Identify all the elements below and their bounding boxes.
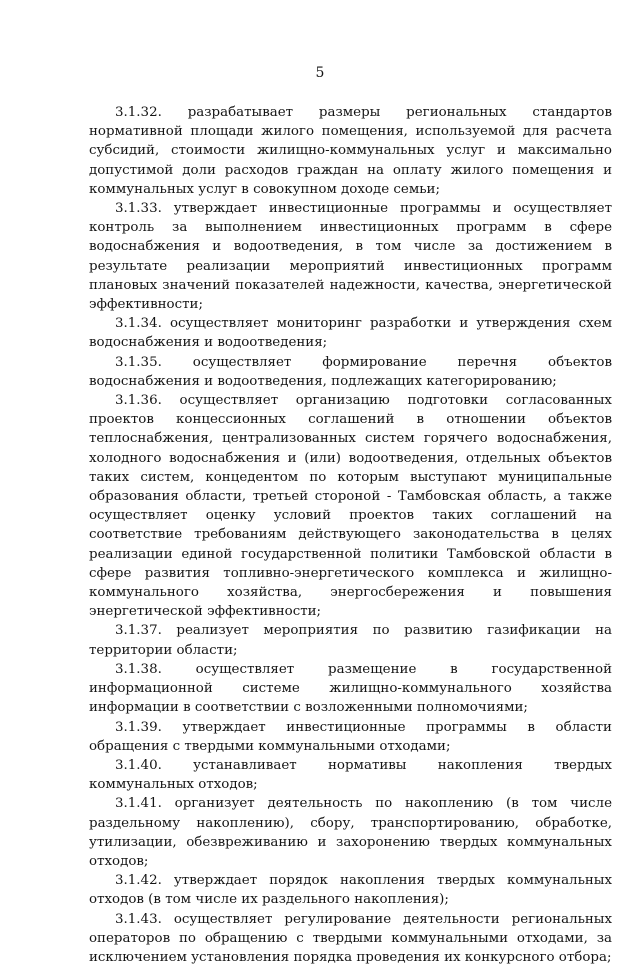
paragraph-3-1-42: 3.1.42. утверждает порядок накопления твердых коммунальных отходов (в том числе их раздельного накопления);	[89, 873, 612, 908]
paragraph-3-1-39: 3.1.39. утверждает инвестиционные программы в области обращения с твердыми коммунальными отходами;	[89, 719, 612, 754]
paragraph-3-1-33: 3.1.33. утверждает инвестиционные программы и осуществляет контроль за выполнением инвестиционных программ в сфере водоснабжения и водоотведения, в том числе за достижением в результате реализации мероприятий инвестиционных программ плановых значений показателей надежности, качества, энергетической эффективности;	[89, 201, 612, 313]
paragraph-3-1-37: 3.1.37. реализует мероприятия по развитию газификации на территории области;	[89, 623, 612, 658]
paragraph-3-1-34: 3.1.34. осуществляет мониторинг разработки и утверждения схем водоснабжения и водоотведения;	[89, 316, 612, 351]
paragraph-3-1-38: 3.1.38. осуществляет размещение в государственной информационной системе жилищно-коммунального хозяйства информации в соответствии с возложенными полномочиями;	[89, 661, 612, 716]
paragraph-3-1-32: 3.1.32. разрабатывает размеры региональных стандартов нормативной площади жилого помещения, используемой для расчета субсидий, стоимости жилищно-коммунальных услуг и максимально допустимой доли расходов граждан на оплату жилого помещения и коммунальных услуг в совокупном доходе семьи;	[89, 105, 612, 197]
paragraph-3-1-40: 3.1.40. устанавливает нормативы накопления твердых коммунальных отходов;	[89, 757, 612, 793]
paragraph-3-1-43: 3.1.43. осуществляет регулирование деятельности региональных операторов по обращению с твердыми коммунальными отходами, за исключением установления порядка проведения их конкурсного отбора;	[89, 911, 612, 965]
page-number: 5	[315, 65, 325, 81]
paragraph-3-1-36: 3.1.36. осуществляет организацию подготовки согласованных проектов концессионных соглашений в отношении объектов теплоснабжения, централизованных систем горячего водоснабжения, холодного водоснабжения и (или) водоотведения, отдельных объектов таких систем, концедентом по которым выступают муниципальные образования области, третьей стороной - Тамбовская область, а также осуществляет оценку условий проектов таких соглашений на соответствие требованиям действующего законодательства в целях реализации единой государственной политики Тамбовской области в сфере развития топливно-энергетического комплекса и жилищно-коммунального хозяйства, энергосбережения и повышения энергетической эффективности;	[89, 393, 612, 620]
paragraph-3-1-35: 3.1.35. осуществляет формирование перечня объектов водоснабжения и водоотведения, подлежащих категорированию;	[89, 354, 612, 389]
document-body	[89, 103, 612, 967]
paragraph-3-1-41: 3.1.41. организует деятельность по накоплению (в том числе раздельному накоплению), сбору, транспортированию, обработке, утилизации, обезвреживанию и захоронению твердых коммунальных отходов;	[89, 796, 612, 869]
